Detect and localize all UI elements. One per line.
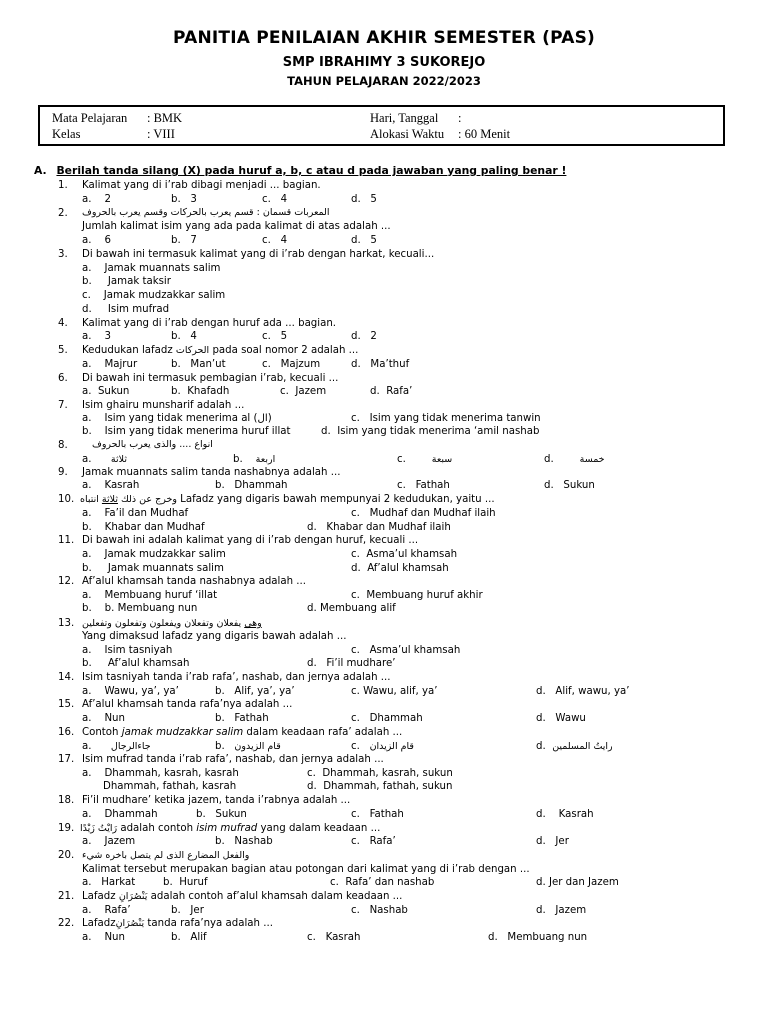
option-c[interactable]: c. سبعة	[397, 454, 453, 465]
option-d[interactable]: d. 5	[351, 235, 377, 246]
question-12: 12. Af’alul khamsah tanda nashabnya adalah ...	[58, 576, 307, 587]
arabic-word: يَنْصُرَانِ	[118, 891, 148, 902]
question-text: adalah contoh af’alul khamsah dalam keadaan ...	[150, 891, 403, 902]
option-a[interactable]: a. 6	[82, 235, 111, 246]
option-b[interactable]: b. Man’ut	[171, 359, 226, 370]
question-text: dalam keadaan rafa’ adalah ...	[246, 727, 403, 738]
class-label: Kelas	[52, 127, 81, 141]
option-c[interactable]: c. قام الزيدان	[351, 741, 414, 752]
option-d[interactable]: d. Rafa’	[370, 386, 413, 397]
option-b[interactable]: b. Alif	[171, 932, 207, 943]
question-text: Kedudukan lafadz	[82, 345, 173, 356]
academic-year: TAHUN PELAJARAN 2022/2023	[287, 74, 481, 88]
option-b[interactable]: b. Af’alul khamsah	[82, 658, 190, 669]
option-d[interactable]: d. Membuang alif	[307, 603, 396, 614]
option-b[interactable]: b. Jer	[171, 905, 204, 916]
time-label: Alokasi Waktu	[370, 127, 445, 141]
option-d[interactable]: d. Jazem	[536, 905, 587, 916]
question-text: Fi’il mudhare’ ketika jazem, tanda i’rabnya adalah ...	[82, 795, 351, 806]
option-c[interactable]: c. Kasrah	[307, 932, 361, 943]
option-d[interactable]: d. Sukun	[544, 480, 595, 491]
option-c[interactable]: c. 5	[262, 331, 288, 342]
class-value: : VIII	[147, 127, 175, 141]
option-a[interactable]: a. Rafa’	[82, 905, 131, 916]
question-16: 16. Contoh jamak mudzakkar salim dalam keadaan rafa’ adalah ...	[58, 727, 403, 738]
option-d[interactable]: d. 2	[351, 331, 377, 342]
arabic-word: الحركات	[175, 345, 210, 356]
option-d[interactable]: d. Jer	[536, 836, 569, 847]
arabic-word: رَايْتُ زَيْدًا	[80, 823, 118, 834]
option-d[interactable]: d. Wawu	[536, 713, 586, 724]
question-8: 8.	[58, 440, 68, 451]
option-d[interactable]: d. 5	[351, 194, 377, 205]
exam-info-box	[38, 105, 725, 146]
question-9: 9. Jamak muannats salim tanda nashabnya adalah ...	[58, 467, 341, 478]
option-a[interactable]: a. Kasrah	[82, 480, 140, 491]
arabic-sentence: انواع .... والذى يعرب بالحروف	[92, 439, 213, 450]
question-22: 22. Lafadzيَنْصُرَانِ tanda rafa’nya adalah ...	[58, 918, 273, 929]
question-text: adalah contoh	[120, 823, 194, 834]
exam-title: PANITIA PENILAIAN AKHIR SEMESTER (PAS)	[172, 28, 596, 48]
option-d[interactable]: d. Af’alul khamsah	[351, 563, 449, 574]
question-18: 18. Fi’il mudhare’ ketika jazem, tanda i’rabnya adalah ...	[58, 795, 351, 806]
subject-label: Mata Pelajaran	[52, 111, 128, 125]
question-text: tanda rafa’nya adalah ...	[147, 918, 273, 929]
option-c[interactable]: c. Membuang huruf akhir	[351, 590, 483, 601]
question-3: 3. Di bawah ini termasuk kalimat yang di i’rab dengan harkat, kecuali...	[58, 249, 435, 260]
option-b[interactable]: b. قام الزيدون	[215, 741, 281, 752]
question-text: Jumlah kalimat isim yang ada pada kalimat di atas adalah ...	[82, 221, 391, 232]
option-a[interactable]: a. Nun	[82, 932, 125, 943]
option-c[interactable]: c. Asma’ul khamsah	[351, 645, 461, 656]
section-instruction-text: Berilah tanda silang (X) pada huruf a, b, c atau d pada jawaban yang paling benar !	[56, 164, 567, 177]
question-text: Lafadz yang digaris bawah mempunyai 2 kedudukan, yaitu ...	[180, 494, 495, 505]
question-text: pada soal nomor 2 adalah ...	[212, 345, 359, 356]
option-c[interactable]: c. Dhammah, kasrah, sukun	[307, 768, 453, 779]
option-b[interactable]: b. Isim yang tidak menerima huruf illat	[82, 426, 291, 437]
question-text: Jamak muannats salim tanda nashabnya adalah ...	[82, 467, 341, 478]
option-c[interactable]: c. Rafa’	[351, 836, 396, 847]
option-c[interactable]: c. Mudhaf dan Mudhaf ilaih	[351, 508, 496, 519]
option-a[interactable]: a. Fa’il dan Mudhaf	[82, 508, 189, 519]
question-text: Isim ghairu munsharif adalah ...	[82, 400, 245, 411]
option-a[interactable]: a. Wawu, ya’, ya’	[82, 686, 179, 697]
option-d[interactable]: d. رايتُ المسلمين	[536, 741, 613, 752]
option-a[interactable]: a. Sukun	[82, 386, 130, 397]
option-a[interactable]: a. Membuang huruf ‘illat	[82, 590, 218, 601]
option-a[interactable]: a. جاءالرجال	[82, 741, 151, 752]
option-c[interactable]: c. Fathah	[351, 809, 404, 820]
question-19: 19. رَايْتُ زَيْدًا adalah contoh isim mufrad yang dalam keadaan ...	[58, 823, 381, 834]
option-a[interactable]: a. ثلاثة	[82, 454, 127, 465]
question-text: Lafadz	[82, 918, 116, 929]
question-10: 10. وخرج عن ذلك ثلاثة انتباه Lafadz yang digaris bawah mempunyai 2 kedudukan, yaitu ...	[58, 494, 495, 505]
question-italic: jamak mudzakkar salim	[121, 727, 244, 738]
option-b[interactable]: Dhammah, fathah, kasrah	[103, 781, 237, 792]
question-text: Af’alul khamsah tanda rafa’nya adalah ...	[82, 699, 293, 710]
option-c[interactable]: c. Jamak mudzakkar salim	[82, 290, 226, 301]
subject-value: : BMK	[147, 111, 183, 125]
option-c[interactable]: c. 4	[262, 235, 288, 246]
arabic-sentence: والفعل المضارع الذى لم يتصل باخره شيء	[82, 850, 250, 861]
question-text: Contoh	[82, 727, 119, 738]
option-d[interactable]: d. Fi’il mudhare’	[307, 658, 396, 669]
option-d[interactable]: d. خمسة	[544, 454, 605, 465]
day-value: :	[458, 111, 462, 125]
question-15: 15. Af’alul khamsah tanda rafa’nya adalah ...	[58, 699, 293, 710]
option-a[interactable]: a. Dhammah, kasrah, kasrah	[82, 768, 239, 779]
underlined-word: وهي	[244, 618, 262, 629]
option-c[interactable]: c. Asma’ul khamsah	[351, 549, 458, 560]
arabic-sentence: المعربات قسمان : قسم يعرب بالحركات وقسم يعرب بالحروف	[82, 207, 330, 218]
option-a[interactable]: a. Harkat	[82, 877, 136, 888]
arabic-sentence: وخرج عن ذلك ثلاثة انتباه	[80, 494, 177, 505]
option-a[interactable]: a. Jazem	[82, 836, 136, 847]
option-b[interactable]: b. اربعة	[233, 454, 276, 465]
arabic-sentence: وهي يفعلان وتفعلان ويفعلون وتفعلون وتفعلين	[82, 618, 262, 629]
option-c[interactable]: c. Isim yang tidak menerima tanwin	[351, 413, 541, 424]
option-b[interactable]: b. Nashab	[215, 836, 273, 847]
underlined-word: ثلاثة	[101, 494, 118, 505]
option-b[interactable]: b. Khabar dan Mudhaf	[82, 522, 205, 533]
option-a[interactable]: a. Majrur	[82, 359, 138, 370]
question-17: 17. Isim mufrad tanda i’rab rafa’, nashab, dan jernya adalah ...	[58, 754, 384, 765]
question-text: Isim mufrad tanda i’rab rafa’, nashab, dan jernya adalah ...	[82, 754, 384, 765]
question-20: 20. والفعل المضارع الذى لم يتصل باخره شيء	[58, 850, 250, 861]
option-c[interactable]: c. 4	[262, 194, 288, 205]
question-text: Kalimat yang di i’rab dibagi menjadi ... bagian.	[82, 180, 321, 191]
option-d[interactable]: d. Khabar dan Mudhaf ilaih	[307, 522, 451, 533]
option-b[interactable]: b. 4	[171, 331, 197, 342]
option-b[interactable]: b. Alif, ya’, ya’	[215, 686, 295, 697]
question-text: Af’alul khamsah tanda nashabnya adalah ...	[82, 576, 307, 587]
option-c[interactable]: c. Jazem	[280, 386, 327, 397]
day-label: Hari, Tanggal	[370, 111, 439, 125]
option-c[interactable]: c. Rafa’ dan nashab	[330, 877, 435, 888]
option-b[interactable]: b. Huruf	[163, 877, 208, 888]
option-a[interactable]: a. Isim tasniyah	[82, 645, 173, 656]
option-a[interactable]: a. 3	[82, 331, 111, 342]
option-d[interactable]: d. Isim yang tidak menerima ‘amil nashab	[321, 426, 540, 437]
option-b[interactable]: b. Sukun	[196, 809, 247, 820]
question-text: Kalimat tersebut merupakan bagian atau potongan dari kalimat yang di i’rab dengan ...	[82, 864, 530, 875]
option-b[interactable]: b. b. Membuang nun	[82, 603, 198, 614]
question-6: 6. Di bawah ini termasuk pembagian i’rab, kecuali ...	[58, 373, 339, 384]
question-13: 13. وهي يفعلان وتفعلان ويفعلون وتفعلون وتفعلين	[58, 618, 262, 629]
question-2	[58, 207, 68, 220]
option-c[interactable]: c. Wawu, alif, ya’	[351, 686, 438, 697]
option-a[interactable]: a. Dhammah	[82, 809, 158, 820]
option-b[interactable]: b. Jamak muannats salim	[82, 563, 224, 574]
option-d[interactable]: d. Kasrah	[536, 809, 594, 820]
question-text: Lafadz	[82, 891, 116, 902]
option-b[interactable]: b. Jamak taksir	[82, 276, 171, 287]
option-d[interactable]: d. Ma’thuf	[351, 359, 410, 370]
option-b[interactable]: b. 3	[171, 194, 197, 205]
question-text: Kalimat yang di i’rab dengan huruf ada ... bagian.	[82, 318, 337, 329]
question-7: 7. Isim ghairu munsharif adalah ...	[58, 400, 245, 411]
question-number: 1.	[58, 180, 68, 191]
option-a[interactable]: a. Nun	[82, 713, 125, 724]
option-b[interactable]: b. 7	[171, 235, 197, 246]
question-1	[58, 179, 321, 192]
option-a[interactable]: a. Jamak mudzakkar salim	[82, 549, 226, 560]
option-d[interactable]: d. Dhammah, fathah, sukun	[307, 781, 453, 792]
section-letter: A.	[34, 164, 47, 177]
option-a[interactable]: a. Jamak muannats salim	[82, 263, 221, 274]
question-text: yang dalam keadaan ...	[260, 823, 381, 834]
question-11: 11. Di bawah ini adalah kalimat yang di i’rab dengan huruf, kecuali ...	[58, 535, 419, 546]
question-text: Di bawah ini termasuk pembagian i’rab, kecuali ...	[82, 373, 339, 384]
option-d[interactable]: d. Membuang nun	[488, 932, 588, 943]
question-text: Di bawah ini adalah kalimat yang di i’rab dengan huruf, kecuali ...	[82, 535, 419, 546]
option-d[interactable]: d. Isim mufrad	[82, 304, 170, 315]
option-c[interactable]: c. Majzum	[262, 359, 321, 370]
arabic-word: يَنْصُرَانِ	[115, 918, 145, 929]
option-c[interactable]: c. Nashab	[351, 905, 408, 916]
option-d[interactable]: d. Alif, wawu, ya’	[536, 686, 630, 697]
option-a[interactable]: a. Isim yang tidak menerima al (ال)	[82, 413, 272, 424]
question-text: Di bawah ini termasuk kalimat yang di i’rab dengan harkat, kecuali...	[82, 249, 435, 260]
option-c[interactable]: c. Dhammah	[351, 713, 423, 724]
option-b[interactable]: b. Dhammah	[215, 480, 288, 491]
option-b[interactable]: b. Khafadh	[171, 386, 230, 397]
question-21: 21. Lafadz يَنْصُرَانِ adalah contoh af’alul khamsah dalam keadaan ...	[58, 891, 403, 902]
option-a[interactable]: a. 2	[82, 194, 111, 205]
section-instruction	[34, 164, 566, 177]
question-text: Isim tasniyah tanda i’rab rafa’, nashab, dan jernya adalah ...	[82, 672, 391, 683]
school-name: SMP IBRAHIMY 3 SUKOREJO	[282, 55, 486, 70]
question-4: 4. Kalimat yang di i’rab dengan huruf ada ... bagian.	[58, 318, 337, 329]
option-b[interactable]: b. Fathah	[215, 713, 269, 724]
option-d[interactable]: d. Jer dan Jazem	[536, 877, 619, 888]
question-14: 14. Isim tasniyah tanda i’rab rafa’, nashab, dan jernya adalah ...	[58, 672, 391, 683]
question-italic: isim mufrad	[196, 823, 258, 834]
question-number: 2.	[58, 208, 68, 219]
question-text: Yang dimaksud lafadz yang digaris bawah adalah ...	[82, 631, 347, 642]
question-5: 5. Kedudukan lafadz الحركات pada soal nomor 2 adalah ...	[58, 345, 359, 356]
option-c[interactable]: c. Fathah	[397, 480, 450, 491]
time-value: : 60 Menit	[458, 127, 511, 141]
